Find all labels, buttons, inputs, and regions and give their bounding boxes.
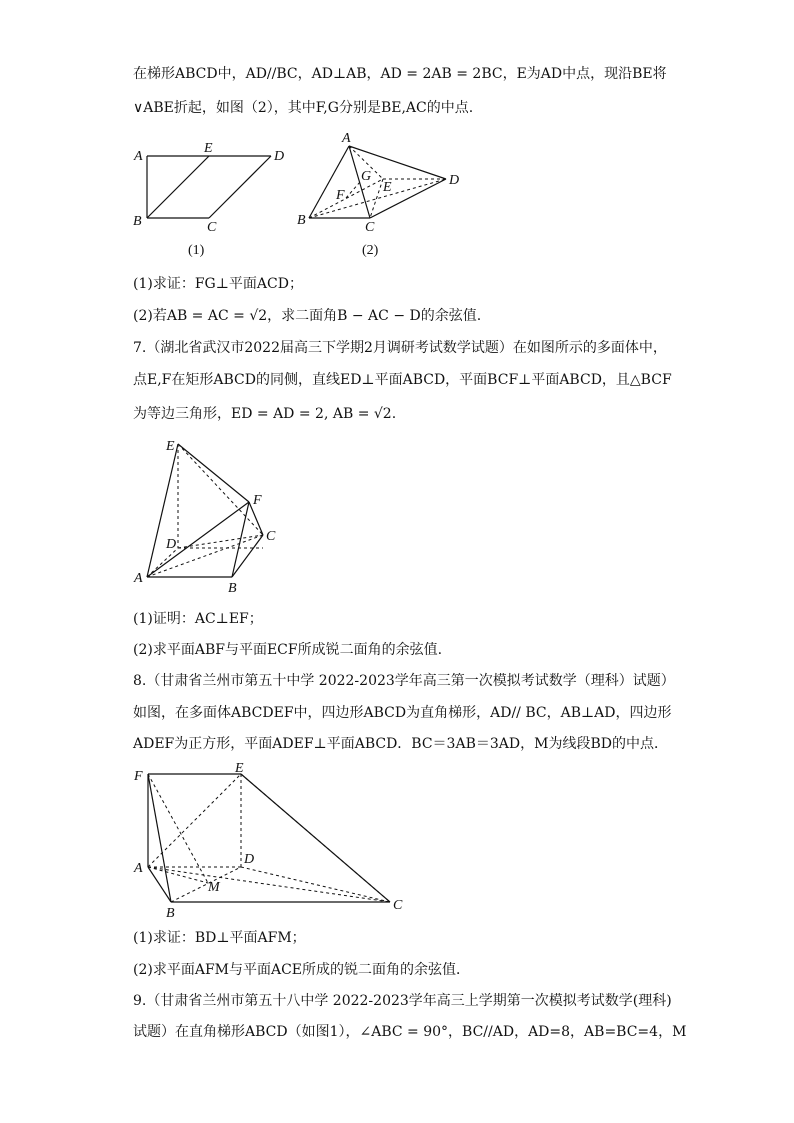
label-A: A — [342, 131, 351, 146]
label-E: E — [204, 141, 213, 156]
question-9-text-1: 试题）在直角梯形ABCD（如图1），∠ABC = 90°，BC//AD，AD=8，AB=BC=4，M — [133, 1024, 687, 1040]
question-8-text-1: 如图，在多面体ABCDEF中，四边形ABCD为直角梯形，AD// BC，AB⊥AD，四边形 — [133, 705, 672, 721]
text-line-1: 在梯形ABCD中，AD//BC，AD⊥AB，AD = 2AB = 2BC，E为AD中点，现沿BE将 — [133, 66, 667, 82]
label-E: E — [235, 761, 244, 776]
label-A: A — [134, 571, 143, 586]
label-E: E — [383, 180, 392, 195]
question-9-header: 9.（甘肃省兰州市第五十八中学 2022-2023学年高三上学期第一次模拟考试数学(理科) — [133, 993, 672, 1009]
label-C: C — [207, 220, 217, 235]
question-6-part-2: (2)若AB = AC = √2，求二面角B − AC − D的余弦值. — [133, 308, 482, 324]
question-7-part-1: (1)证明：AC⊥EF； — [133, 611, 263, 627]
label-A: A — [134, 861, 143, 876]
label-D: D — [274, 149, 285, 164]
question-8-text-2: ADEF为正方形，平面ADEF⊥平面ABCD．BC＝3AB＝3AD，M为线段BD的中点． — [133, 736, 668, 752]
label-C: C — [266, 529, 276, 544]
figure-1-trapezoid — [128, 128, 288, 263]
label-D: D — [449, 173, 460, 188]
question-8-part-2: (2)求平面AFM与平面ACE所成的锐二面角的余弦值． — [133, 962, 471, 978]
label-G: G — [361, 169, 372, 184]
question-7-text-2: 为等边三角形，ED = AD = 2, AB = √2. — [133, 406, 397, 422]
question-7-text-1: 点E,F在矩形ABCD的同侧，直线ED⊥平面ABCD，平面BCF⊥平面ABCD，且△BCF — [133, 372, 672, 388]
label-A: A — [134, 149, 143, 164]
label-C: C — [393, 898, 403, 913]
label-D: D — [244, 852, 255, 867]
figure-2-folded — [295, 128, 470, 263]
figure-2-caption: (2) — [362, 243, 379, 258]
label-C: C — [365, 220, 375, 235]
question-7-header: 7.（湖北省武汉市2022届高三下学期2月调研考试数学试题）在如图所示的多面体中， — [133, 340, 667, 356]
label-E: E — [166, 439, 175, 454]
figure-4-polyhedron — [128, 760, 418, 925]
question-8-header: 8.（甘肃省兰州市第五十中学 2022-2023学年高三第一次模拟考试数学（理科）试题） — [133, 673, 675, 689]
label-B: B — [133, 214, 142, 229]
label-F: F — [253, 493, 262, 508]
label-F: F — [336, 188, 345, 203]
question-7-part-2: (2)求平面ABF与平面ECF所成锐二面角的余弦值. — [133, 642, 443, 658]
text-line-2: ∨ABE折起，如图（2），其中F,G分别是BE,AC的中点. — [133, 100, 474, 116]
figure-3-polyhedron — [128, 432, 288, 602]
question-8-part-1: (1)求证：BD⊥平面AFM； — [133, 930, 306, 946]
figure-1-caption: (1) — [188, 243, 205, 258]
label-D: D — [166, 537, 177, 552]
question-6-part-1: (1)求证：FG⊥平面ACD； — [133, 276, 303, 292]
label-B: B — [228, 581, 237, 596]
label-B: B — [297, 213, 306, 228]
label-F: F — [134, 769, 143, 784]
label-M: M — [208, 880, 220, 895]
label-B: B — [166, 906, 175, 921]
